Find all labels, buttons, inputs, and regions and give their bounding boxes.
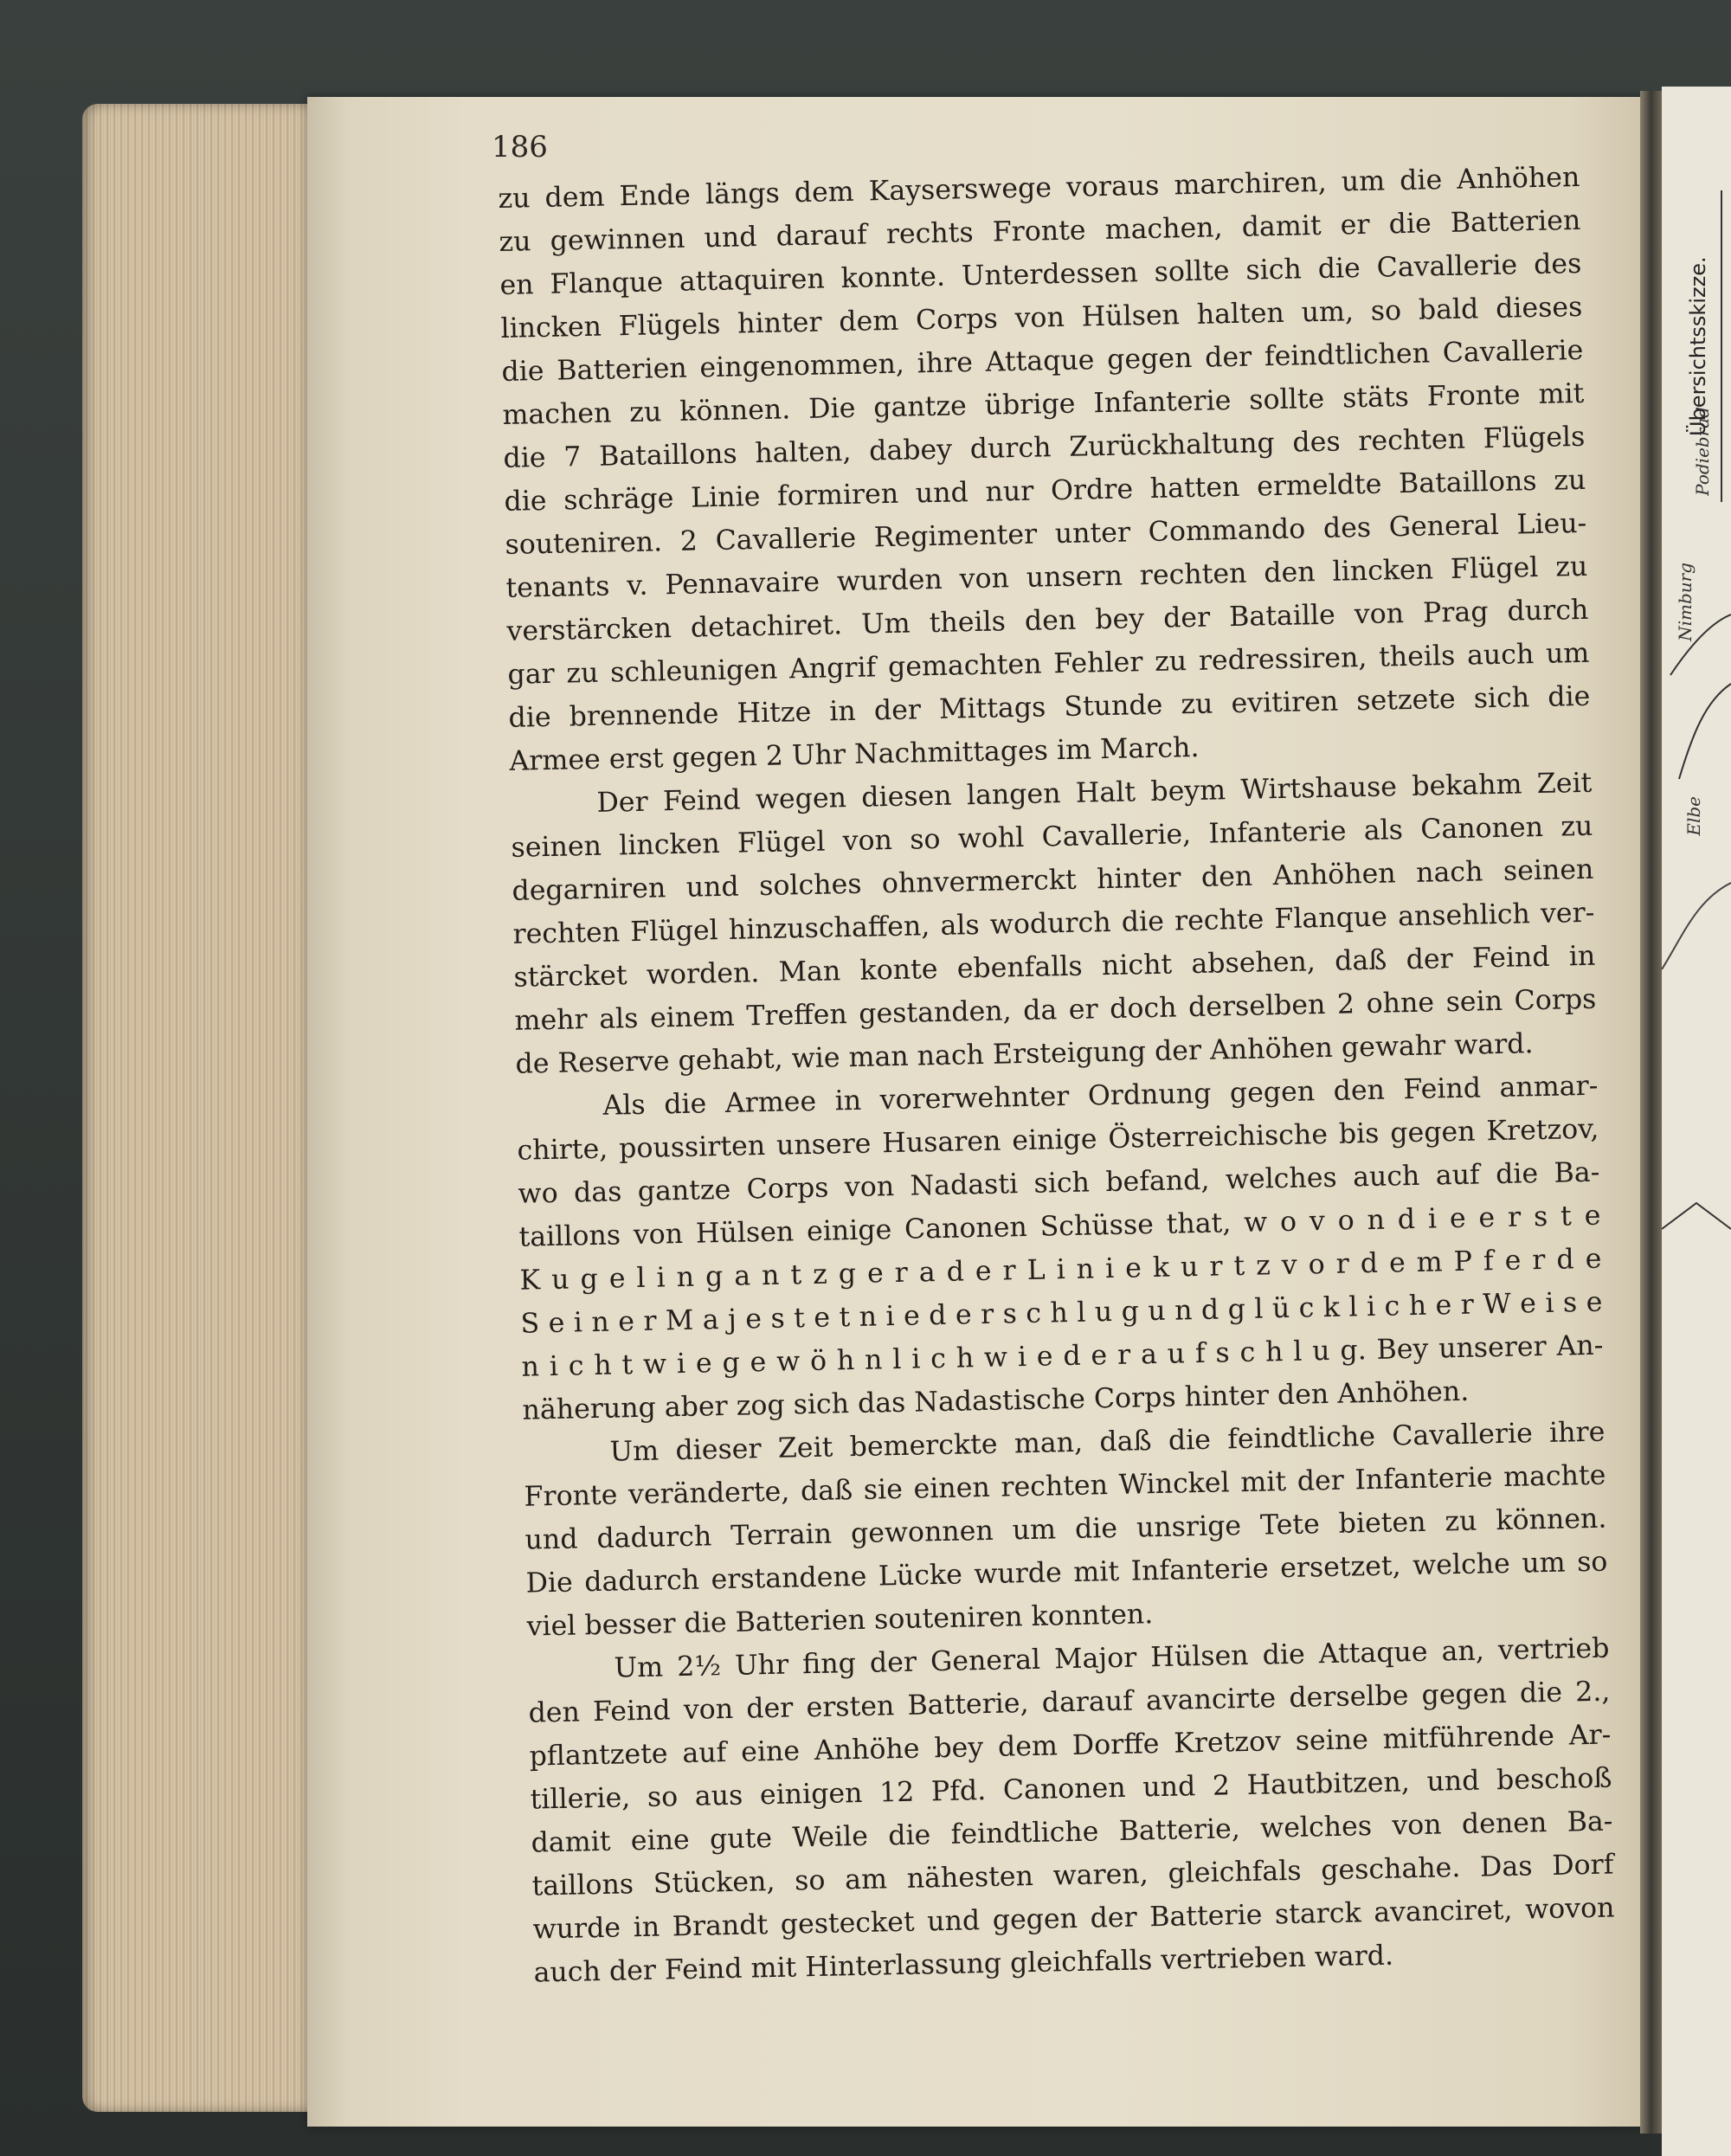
text-line: auch der Feind mit Hinterlassung gleichfalls vertrieben ward.: [533, 1940, 1394, 1989]
text-line: Um dieser Zeit bemerckte man, daß die feindtliche Cavallerie ihre: [609, 1416, 1606, 1468]
text-line: taillons Stücken, so am nähesten waren, gleichfals geschahe. Das Dorf: [531, 1849, 1614, 1902]
map-label-elbe: Elbe: [1683, 796, 1704, 836]
text-line: die schräge Linie formiren und nur Ordre hatten ermeldte Bataillons zu: [504, 464, 1586, 518]
text-line: n i c h t w i e g e w ö h n l i c h w i e d e r a u f s c h l u g. Bey unserer An-: [521, 1329, 1604, 1383]
text-line: de Reserve gehabt, wie man nach Ersteigung der Anhöhen gewahr ward.: [515, 1028, 1534, 1080]
text-line: pflantzete auf eine Anhöhe bey dem Dorffe Kretzov seine mitführende Ar-: [529, 1719, 1612, 1773]
paragraph: [523, 1411, 1609, 1649]
text-line: den Feind von der ersten Batterie, darauf avancirte derselbe gegen die 2.,: [528, 1676, 1611, 1729]
text-line: viel besser die Batterien souteniren konnten.: [526, 1599, 1154, 1643]
text-line: zu gewinnen und darauf rechts Fronte machen, damit er die Batterien: [499, 204, 1581, 258]
map-title: Übersichtsskizze.: [1686, 190, 1722, 502]
text-line: Armee erst gegen 2 Uhr Nachmittages im March.: [509, 731, 1200, 777]
text-line: lincken Flügels hinter dem Corps von Hülsen halten um, so bald dieses: [500, 291, 1583, 344]
text-line: Der Feind wegen diesen langen Halt beym Wirtshause bekahm Zeit: [596, 767, 1593, 819]
text-line: rechten Flügel hinzuschaffen, als wodurch die rechte Flanque ansehlich ver-: [512, 897, 1595, 950]
page-edges: [82, 104, 333, 2112]
text-line: gar zu schleunigen Angrif gemachten Fehler zu redressiren, theils auch um: [507, 637, 1590, 691]
map-label-nimburg: Nimburg: [1675, 563, 1696, 641]
book-gutter: [1640, 91, 1662, 2133]
text-line: mehr als einem Treffen gestanden, da er doch derselben 2 ohne sein Corps: [514, 983, 1597, 1037]
text-line: wo das gantze Corps von Nadasti sich befand, welches auch auf die Ba-: [518, 1156, 1600, 1210]
text-line: zu dem Ende längs dem Kayserswege voraus marchiren, um die Anhöhen: [498, 161, 1580, 215]
text-line: wurde in Brandt gestecket und gegen der Batterie starck avanciret, wovon: [532, 1892, 1615, 1946]
text-line: die Batterien eingenommen, ihre Attaque gegen der feindtlichen Cavallerie: [501, 334, 1584, 388]
paragraph: [510, 762, 1598, 1086]
text-line: Um 2½ Uhr fing der General Major Hülsen die Attaque an, vertrieb: [614, 1632, 1610, 1684]
text-line: die brennende Hitze in der Mittags Stunde zu evitiren setzete sich die: [508, 680, 1591, 734]
map-label-podiebrad: Podiebrad: [1692, 407, 1713, 496]
page-number: 186: [492, 130, 548, 164]
text-line: S e i n e r M a j e s t e t n i e d e r s c h l u g u n d g l ü c k l i c h e r W e i s e: [520, 1286, 1603, 1340]
text-line: stärcket worden. Man konte ebenfalls nicht absehen, daß der Feind in: [513, 940, 1596, 994]
map-lines: [1662, 519, 1731, 1644]
text-line: die 7 Bataillons halten, dabey durch Zurückhaltung des rechten Flügels: [503, 421, 1586, 474]
text-line: tenants v. Pennavaire wurden von unsern rechten den lincken Flügel zu: [505, 550, 1588, 604]
text-line: Als die Armee in vorerwehnter Ordnung gegen den Feind anmar-: [602, 1070, 1599, 1122]
paragraph: [498, 156, 1592, 783]
text-line: degarniren und solches ohnvermerckt hinter den Anhöhen nach seinen: [512, 853, 1594, 907]
text-line: K u g e l i n g a n t z g e r a d e r L i n i e k u r t z v o r d e m P f e r d e: [519, 1243, 1602, 1297]
text-line: chirte, poussirten unsere Husaren einige Österreichische bis gegen Kretzov,: [517, 1113, 1599, 1167]
text-line: Fronte veränderte, daß sie einen rechten Winckel mit der Infanterie machte: [524, 1459, 1606, 1513]
text-line: verstärcken detachiret. Um theils den bey der Bataille von Prag durch: [506, 594, 1589, 647]
paragraph: [516, 1065, 1605, 1432]
text-line: damit eine gute Weile die feindtliche Batterie, welches von denen Ba-: [531, 1805, 1613, 1859]
text-line: taillons von Hülsen einige Canonen Schüsse that, w o v o n d i e e r s t e: [518, 1200, 1601, 1253]
text-line: en Flanque attaquiren konnte. Unterdessen sollte sich die Cavallerie des: [499, 248, 1582, 301]
text-line: seinen lincken Flügel von so wohl Cavallerie, Infanterie als Canonen zu: [511, 810, 1593, 864]
text-line: und dadurch Terrain gewonnen um die unsrige Tete bieten zu können.: [524, 1503, 1607, 1556]
text-line: souteniren. 2 Cavallerie Regimenter unter Commando des General Lieu-: [505, 507, 1587, 561]
text-line: tillerie, so aus einigen 12 Pfd. Canonen und 2 Hautbitzen, und beschoß: [530, 1762, 1612, 1816]
text-line: näherung aber zog sich das Nadastische Corps hinter den Anhöhen.: [522, 1375, 1470, 1426]
page-body-text: [498, 156, 1616, 1995]
text-line: machen zu können. Die gantze übrige Infanterie sollte stäts Fronte mit: [502, 377, 1585, 431]
paragraph: [527, 1627, 1616, 1995]
text-line: Die dadurch erstandene Lücke wurde mit Infanterie ersetzet, welche um so: [525, 1546, 1608, 1599]
